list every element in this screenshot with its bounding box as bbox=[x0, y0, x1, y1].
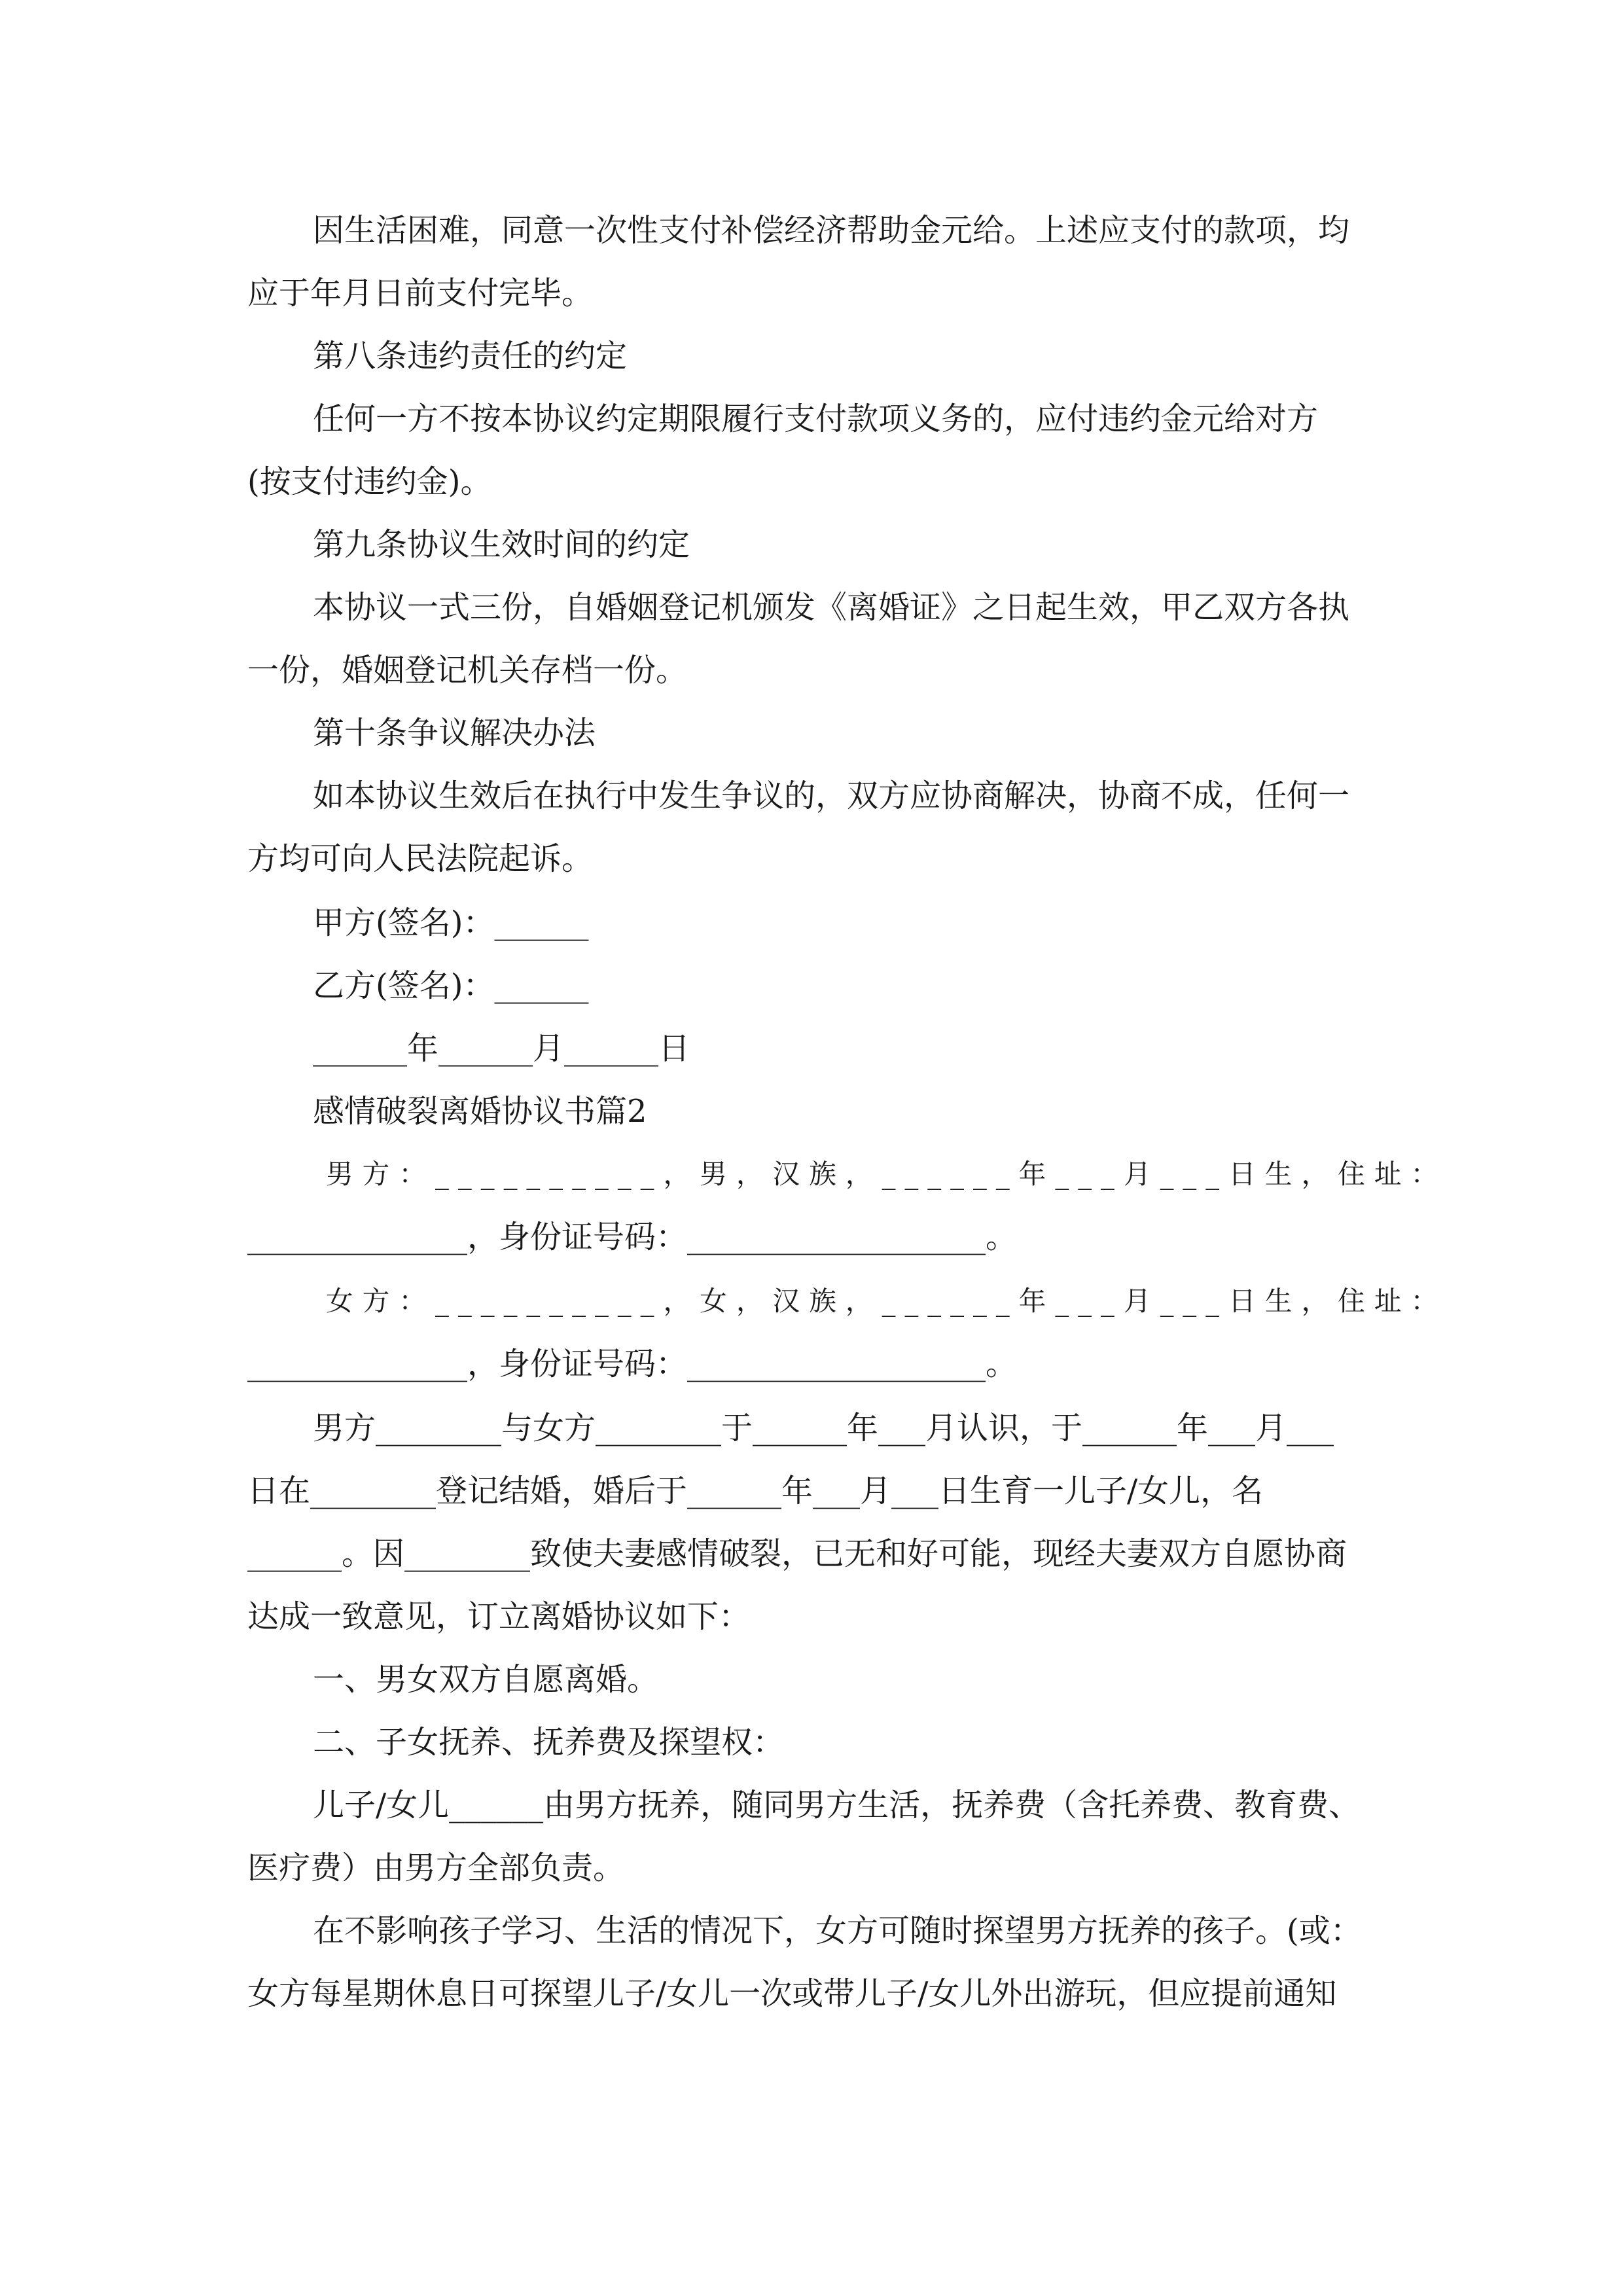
female-party-id: ______________，身份证号码：___________________。 bbox=[247, 1346, 1018, 1382]
text-line: 医疗费）由男方全部负责。 bbox=[247, 1850, 625, 1886]
date-line: ______年______月______日 bbox=[313, 1030, 690, 1067]
section-heading: 第八条违约责任的约定 bbox=[313, 338, 628, 374]
text-line: ______。因________致使夫妻感情破裂，已无和好可能，现经夫妻双方自愿协商 bbox=[247, 1535, 1347, 1572]
text-line: 本协议一式三份，自婚姻登记机颁发《离婚证》之日起生效，甲乙双方各执 bbox=[313, 589, 1350, 626]
text-line: 达成一致意见，订立离婚协议如下： bbox=[247, 1598, 751, 1635]
male-party-id: ______________，身份证号码：___________________。 bbox=[247, 1219, 1018, 1255]
signature-line-party-a: 甲方(签名)：______ bbox=[313, 905, 589, 941]
text-line: 方均可向人民法院起诉。 bbox=[247, 840, 594, 877]
section-heading: 第九条协议生效时间的约定 bbox=[313, 526, 690, 563]
male-party-info: 男方：__________，男，汉族，______年___月___日生，住址： bbox=[326, 1158, 1448, 1190]
clause-two: 二、子女抚养、抚养费及探望权： bbox=[313, 1724, 785, 1761]
female-party-info: 女方：__________，女，汉族，______年___月___日生，住址： bbox=[326, 1285, 1448, 1317]
text-line: 任何一方不按本协议约定期限履行支付款项义务的，应付违约金元给对方 bbox=[313, 401, 1319, 437]
section-heading: 第十条争议解决办法 bbox=[313, 715, 596, 751]
document-title: 感情破裂离婚协议书篇2 bbox=[313, 1093, 647, 1130]
text-line: 日在________登记结婚，婚后于______年___月___日生育一儿子/女儿，名 bbox=[247, 1473, 1264, 1509]
text-line: 一份，婚姻登记机关存档一份。 bbox=[247, 652, 688, 689]
signature-line-party-b: 乙方(签名)：______ bbox=[313, 967, 589, 1004]
text-line: 儿子/女儿______由男方抚养，随同男方生活，抚养费（含托养费、教育费、 bbox=[313, 1787, 1361, 1823]
text-line: 因生活困难，同意一次性支付补偿经济帮助金元给。上述应支付的款项，均 bbox=[313, 212, 1350, 249]
clause-one: 一、男女双方自愿离婚。 bbox=[313, 1661, 659, 1698]
text-line: 女方每星期休息日可探望儿子/女儿一次或带儿子/女儿外出游玩，但应提前通知 bbox=[247, 1975, 1337, 2012]
text-line: 如本协议生效后在执行中发生争议的，双方应协商解决，协商不成，任何一 bbox=[313, 778, 1350, 814]
text-line: 应于年月日前支付完毕。 bbox=[247, 275, 594, 312]
text-line: 男方________与女方________于______年___月认识，于______年___月___ bbox=[313, 1410, 1334, 1446]
text-line: 在不影响孩子学习、生活的情况下，女方可随时探望男方抚养的孩子。(或： bbox=[313, 1912, 1362, 1949]
text-line: (按支付违约金)。 bbox=[247, 463, 492, 500]
